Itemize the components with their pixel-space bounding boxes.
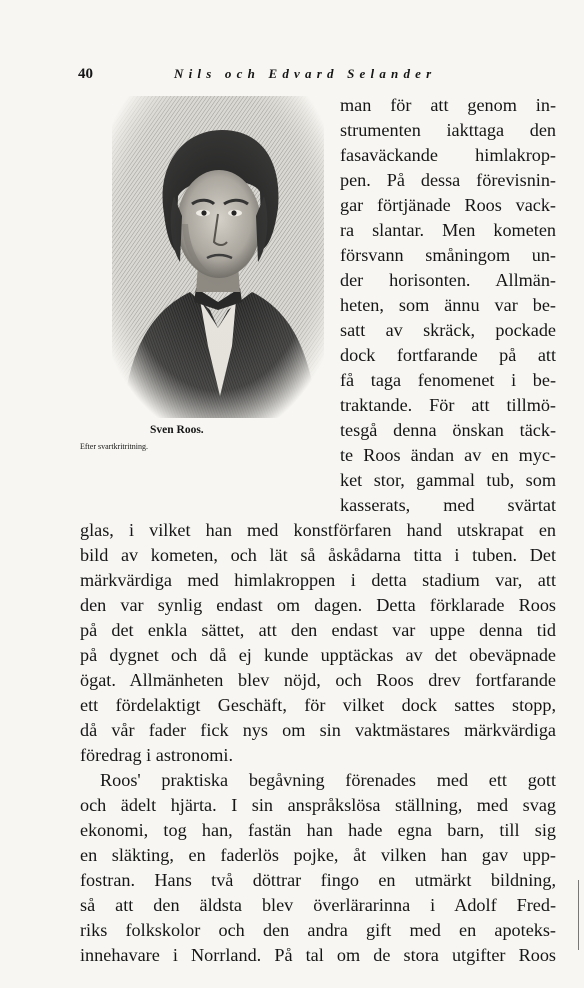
text-line: en släkting, en faderlös pojke, åt vilken han gav upp-: [80, 845, 556, 865]
scan-edge-mark: [578, 880, 579, 950]
text-line: heten, som ännu var be-: [340, 295, 556, 315]
text-line: ket stor, gammal tub, som: [340, 470, 556, 490]
text-line: på det enkla sättet, att den endast var uppe denna tid: [80, 620, 556, 640]
text-line: ögat. Allmänheten blev nöjd, och Roos drev fortfarande: [80, 670, 556, 690]
text-line: fostran. Hans två döttrar fingo en utmärkt bildning,: [80, 870, 556, 890]
text-line: gar förtjänade Roos vack-: [340, 195, 556, 215]
text-line: märkvärdiga med himlakroppen i detta stadium var, att: [80, 570, 556, 590]
text-line: strumenten iakttaga den: [340, 120, 556, 140]
text-line: glas, i vilket han med konstförfaren hand utskrapat en: [80, 520, 556, 540]
text-line: ra slantar. Men kometen: [340, 220, 556, 240]
text-line: fasaväckande himlakrop-: [340, 145, 556, 165]
text-line: te Roos ändan av en myc-: [340, 445, 556, 465]
text-line: på dygnet och då ej kunde upptäckas av det obeväpnade: [80, 645, 556, 665]
text-line: traktande. För att tillmö-: [340, 395, 556, 415]
portrait-figure: [112, 96, 324, 418]
running-head: Nils och Edvard Selander: [174, 66, 437, 81]
figure-caption: Sven Roos.: [150, 424, 204, 436]
text-line: satt av skräck, pockade: [340, 320, 556, 340]
text-line: innehavare i Norrland. På tal om de stora utgifter Roos: [80, 945, 556, 965]
text-line: man för att genom in-: [340, 95, 556, 115]
text-line: kasserats, med svärtat: [340, 495, 556, 515]
text-line: pen. På dessa förevisnin-: [340, 170, 556, 190]
text-line: den var synlig endast om dagen. Detta förklarade Roos: [80, 595, 556, 615]
text-line: ett fördelaktigt Geschäft, för vilket dock sattes stopp,: [80, 695, 556, 715]
paragraph-first-line: Roos' praktiska begåvning förenades med ett gott: [100, 770, 556, 790]
page-number: 40: [78, 66, 93, 82]
portrait-engraving: [112, 96, 324, 418]
text-line: försvann småningom un-: [340, 245, 556, 265]
text-line: der horisonten. Allmän-: [340, 270, 556, 290]
page-header: [0, 66, 584, 88]
text-line: ekonomi, tog han, fastän han hade egna barn, till sig: [80, 820, 556, 840]
text-line: så att den äldsta blev överlärarinna i Adolf Fred-: [80, 895, 556, 915]
text-line: då vår fader fick nys om sin vaktmästares märkvärdiga: [80, 720, 556, 740]
text-line: dock fortfarande på att: [340, 345, 556, 365]
text-line: få taga fenomenet i be-: [340, 370, 556, 390]
text-line: tesgå denna önskan täck-: [340, 420, 556, 440]
text-line: bild av kometen, och lät så åskådarna titta i tuben. Det: [80, 545, 556, 565]
figure-credit: Efter svartkritritning.: [80, 442, 148, 451]
text-line: riks folkskolor och den andra gift med en apoteks-: [80, 920, 556, 940]
text-line: och ädelt hjärta. I sin anspråkslösa ställning, med svag: [80, 795, 556, 815]
paragraph-end-line: föredrag i astronomi.: [80, 745, 234, 765]
